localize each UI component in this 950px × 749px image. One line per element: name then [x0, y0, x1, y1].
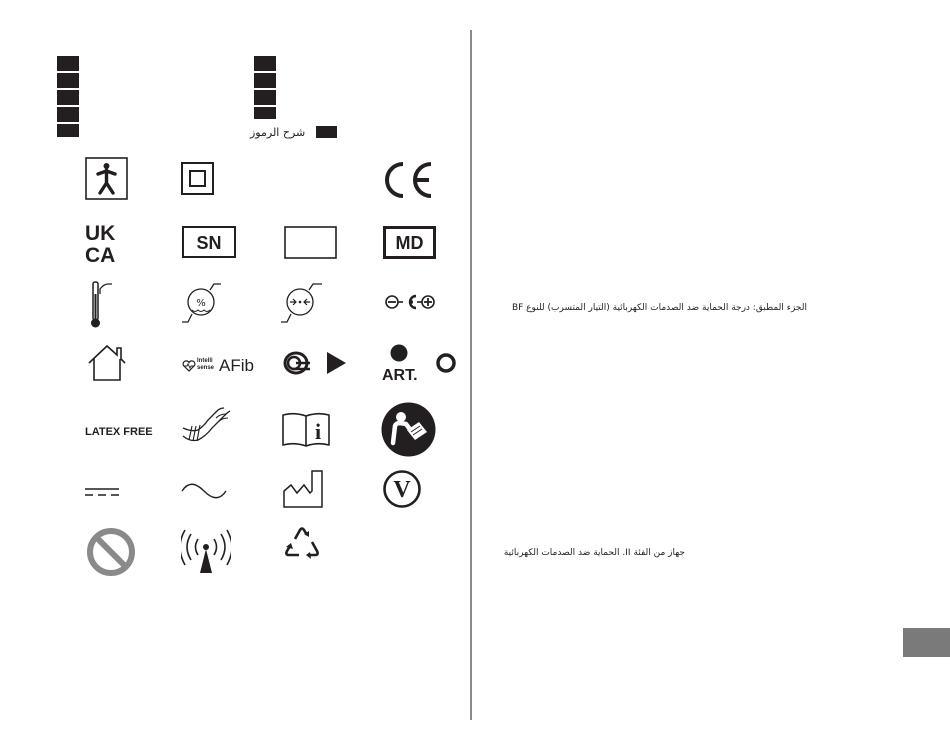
serial-number-text: SN: [196, 233, 222, 253]
ukca-mark-icon: [85, 222, 127, 264]
art-label: ART.: [382, 367, 418, 384]
type-bf-description: الجزء المطبق: درجة الحماية ضد الصدمات الكهربائية (التيار المتسرب) للنوع BF: [511, 303, 807, 313]
recycling-icon: [281, 525, 323, 563]
black-block: [57, 73, 79, 88]
class-ii-double-square-icon: [181, 162, 214, 195]
title-marker: [316, 126, 337, 138]
variant-text: V: [393, 477, 411, 503]
black-block: [254, 73, 276, 88]
manufacturer-factory-icon: [282, 469, 324, 509]
dc-polarity-icon: [382, 291, 438, 313]
black-block: [254, 107, 276, 119]
direct-current-icon: [85, 486, 119, 498]
class-ii-description: جهاز من الفئة II. الحماية ضد الصدمات الكهربائية: [503, 548, 685, 558]
sense-text: sense: [197, 365, 215, 371]
ce-mark-icon: [381, 160, 436, 200]
afib-text: AFib: [219, 356, 254, 375]
black-block: [254, 90, 276, 105]
ukca-bottom-text: CA: [85, 244, 116, 264]
black-block: [57, 107, 79, 122]
indoor-use-house-icon: [86, 344, 128, 382]
serial-number-icon: [182, 226, 236, 258]
black-block: [57, 56, 79, 71]
ukca-top-text: UK: [85, 222, 116, 245]
instruction-manual-info-icon: [281, 411, 331, 447]
empty-frame-icon: [284, 226, 337, 259]
column-divider: [470, 30, 472, 720]
pressure-limit-icon: [279, 282, 323, 324]
intellisense-afib-logo: [182, 358, 254, 380]
section-tab: [903, 628, 950, 657]
svg-text:i: i: [314, 419, 322, 444]
temperature-limit-icon: [84, 280, 114, 330]
alternating-current-icon: [181, 483, 227, 499]
prohibition-icon: [86, 527, 136, 577]
non-ionizing-radiation-icon: [181, 527, 231, 575]
intelli-text: Intelli: [197, 358, 213, 364]
medical-device-text: MD: [395, 233, 424, 253]
humidity-limit-icon: [180, 282, 222, 324]
heart-pulse-icon: [182, 360, 196, 372]
cuff-wrap-icon: [282, 350, 348, 376]
svg-text:%: %: [196, 298, 206, 309]
read-instructions-mandatory-icon: [381, 402, 436, 457]
black-block: [254, 56, 276, 71]
latex-free-label: LATEX FREE: [85, 426, 153, 438]
type-bf-applied-part-icon: [85, 157, 128, 200]
black-block: [57, 124, 79, 137]
variant-v-icon: [383, 470, 421, 508]
arm-cuff-position-icon: [180, 406, 232, 446]
medical-device-icon: [383, 226, 436, 259]
black-block: [57, 90, 79, 105]
section-title: شرح الرموز: [250, 126, 306, 139]
